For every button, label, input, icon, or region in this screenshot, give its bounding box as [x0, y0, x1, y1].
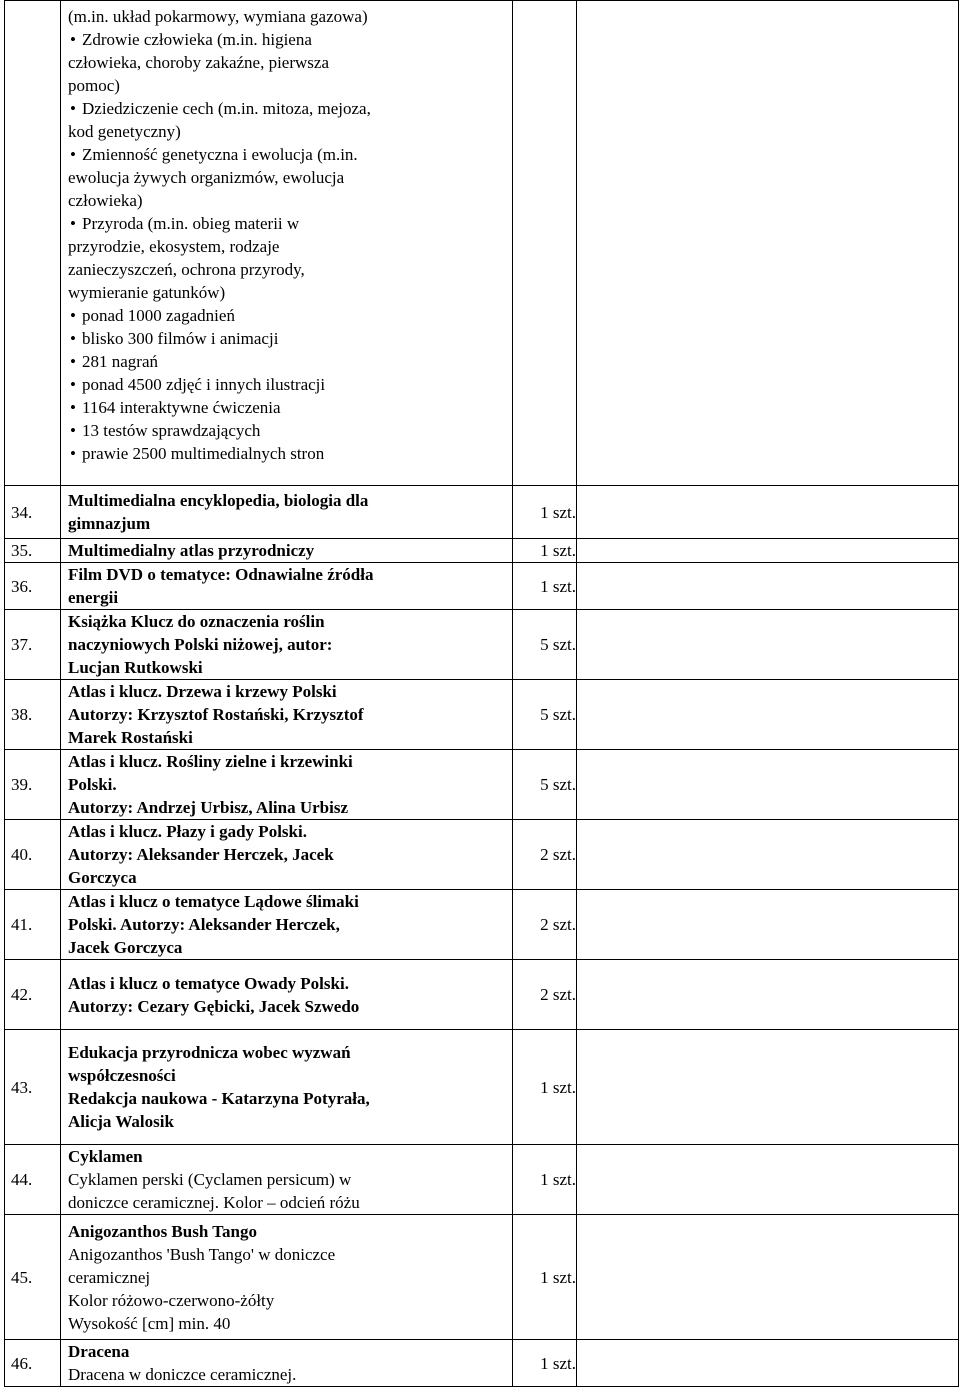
item-description — [61, 1, 513, 486]
empty-cell — [577, 539, 959, 563]
empty-cell — [577, 960, 959, 1030]
item-quantity: 1 szt. — [513, 1030, 577, 1145]
bullet-item: • 281 nagrań — [68, 350, 512, 373]
item-description — [61, 563, 513, 610]
item-description — [61, 680, 513, 750]
description-line: naczyniowych Polski niżowej, autor: — [68, 635, 333, 654]
description-line: Kolor różowo-czerwono-żółty — [68, 1290, 275, 1310]
row-number: 43. — [5, 1030, 61, 1145]
description-line: współczesności — [68, 1066, 176, 1085]
continuation-line: człowieka) — [68, 191, 143, 210]
description-line: Dracena — [68, 1342, 130, 1361]
description-line: Dracena w doniczce ceramicznej. — [68, 1365, 297, 1384]
table-row — [5, 1340, 959, 1387]
description-line: Wysokość [cm] min. 40 — [68, 1313, 231, 1333]
item-description — [61, 539, 513, 563]
continuation-line: (m.in. układ pokarmowy, wymiana gazowa) — [68, 7, 368, 26]
continuation-line: człowieka, choroby zakaźne, pierwsza — [68, 53, 330, 72]
row-number: 35. — [5, 539, 61, 563]
description-line: Alicja Walosik — [68, 1112, 174, 1131]
item-quantity: 1 szt. — [513, 486, 577, 539]
bullet-item: • Przyroda (m.in. obieg materii w — [68, 212, 512, 235]
item-quantity: 1 szt. — [513, 539, 577, 563]
description-line: Redakcja naukowa - Katarzyna Potyrała, — [68, 1089, 370, 1108]
row-number: 45. — [5, 1215, 61, 1340]
item-quantity: 5 szt. — [513, 750, 577, 820]
row-number: 36. — [5, 563, 61, 610]
empty-cell — [577, 563, 959, 610]
continuation-line: pomoc) — [68, 76, 120, 95]
description-line: Film DVD o tematyce: Odnawialne źródła — [68, 565, 374, 584]
bullet-item: • blisko 300 filmów i animacji — [68, 327, 512, 350]
empty-cell — [577, 1340, 959, 1387]
description-line: Cyklamen perski (Cyclamen persicum) w — [68, 1170, 352, 1189]
description-line: Marek Rostański — [68, 728, 193, 747]
description-line: Autorzy: Andrzej Urbisz, Alina Urbisz — [68, 798, 349, 817]
empty-cell — [577, 610, 959, 680]
bullet-item: • Dziedziczenie cech (m.in. mitoza, mejoza, — [68, 97, 512, 120]
description-line: Cyklamen — [68, 1147, 143, 1166]
row-number: 37. — [5, 610, 61, 680]
table-row — [5, 1145, 959, 1215]
description-line: Lucjan Rutkowski — [68, 658, 203, 677]
item-quantity: 1 szt. — [513, 1340, 577, 1387]
item-quantity: 1 szt. — [513, 1215, 577, 1340]
item-description — [61, 750, 513, 820]
table-row — [5, 1215, 959, 1340]
empty-cell — [577, 820, 959, 890]
item-description — [61, 1145, 513, 1215]
item-quantity: 2 szt. — [513, 890, 577, 960]
item-quantity: 5 szt. — [513, 680, 577, 750]
item-quantity — [513, 1, 577, 486]
description-line: Atlas i klucz. Rośliny zielne i krzewinki — [68, 752, 353, 771]
item-quantity: 1 szt. — [513, 1145, 577, 1215]
empty-cell — [577, 1215, 959, 1340]
item-quantity: 1 szt. — [513, 563, 577, 610]
description-line: Anigozanthos 'Bush Tango' w doniczce — [68, 1244, 336, 1264]
empty-cell — [577, 1145, 959, 1215]
empty-cell — [577, 1030, 959, 1145]
table-row — [5, 1, 959, 486]
bullet-item: • ponad 4500 zdjęć i innych ilustracji — [68, 373, 512, 396]
table-row — [5, 820, 959, 890]
description-line: Atlas i klucz o tematyce Lądowe ślimaki — [68, 892, 359, 911]
item-description — [61, 610, 513, 680]
description-line: Multimedialny atlas przyrodniczy — [68, 541, 315, 560]
description-line: Gorczyca — [68, 868, 137, 887]
description-line: gimnazjum — [68, 514, 151, 533]
empty-cell — [577, 680, 959, 750]
row-number: 38. — [5, 680, 61, 750]
description-line: Polski. — [68, 775, 117, 794]
row-number: 41. — [5, 890, 61, 960]
description-line: energii — [68, 588, 119, 607]
description-line: Autorzy: Krzysztof Rostański, Krzysztof — [68, 705, 364, 724]
empty-cell — [577, 890, 959, 960]
table-row — [5, 960, 959, 1030]
row-number — [5, 1, 61, 486]
bullet-item: • ponad 1000 zagadnień — [68, 304, 512, 327]
description-line: doniczce ceramicznej. Kolor – odcień różu — [68, 1193, 360, 1212]
table-row — [5, 750, 959, 820]
continuation-line: przyrodzie, ekosystem, rodzaje — [68, 237, 280, 256]
items-table — [4, 0, 959, 1387]
description-line: Autorzy: Aleksander Herczek, Jacek — [68, 845, 334, 864]
item-description — [61, 960, 513, 1030]
item-quantity: 2 szt. — [513, 960, 577, 1030]
row-number: 44. — [5, 1145, 61, 1215]
row-number: 42. — [5, 960, 61, 1030]
bullet-item: • 13 testów sprawdzających — [68, 419, 512, 442]
table-row — [5, 486, 959, 539]
item-description — [61, 1030, 513, 1145]
table-row — [5, 610, 959, 680]
description-line: Multimedialna encyklopedia, biologia dla — [68, 491, 369, 510]
item-description — [61, 1340, 513, 1387]
item-description — [61, 486, 513, 539]
empty-cell — [577, 750, 959, 820]
row-number: 46. — [5, 1340, 61, 1387]
description-line: Atlas i klucz. Płazy i gady Polski. — [68, 822, 307, 841]
description-line: Edukacja przyrodnicza wobec wyzwań — [68, 1043, 351, 1062]
description-line: Atlas i klucz. Drzewa i krzewy Polski — [68, 682, 337, 701]
bullet-item: • Zdrowie człowieka (m.in. higiena — [68, 28, 512, 51]
bullet-item: • Zmienność genetyczna i ewolucja (m.in. — [68, 143, 512, 166]
bullet-item: • 1164 interaktywne ćwiczenia — [68, 396, 512, 419]
row-number: 40. — [5, 820, 61, 890]
description-line: Jacek Gorczyca — [68, 938, 183, 957]
description-line: Anigozanthos Bush Tango — [68, 1221, 257, 1241]
description-line: Atlas i klucz o tematyce Owady Polski. — [68, 973, 349, 993]
item-description — [61, 890, 513, 960]
continuation-line: kod genetyczny) — [68, 122, 181, 141]
table-row — [5, 1030, 959, 1145]
continuation-line: zanieczyszczeń, ochrona przyrody, — [68, 260, 305, 279]
description-line: ceramicznej — [68, 1267, 151, 1287]
empty-cell — [577, 486, 959, 539]
empty-cell — [577, 1, 959, 486]
item-quantity: 2 szt. — [513, 820, 577, 890]
item-quantity: 5 szt. — [513, 610, 577, 680]
description-line: Autorzy: Cezary Gębicki, Jacek Szwedo — [68, 996, 360, 1016]
item-description — [61, 820, 513, 890]
table-row — [5, 563, 959, 610]
table-row — [5, 539, 959, 563]
description-line: Książka Klucz do oznaczenia roślin — [68, 612, 325, 631]
item-description — [61, 1215, 513, 1340]
continuation-line: wymieranie gatunków) — [68, 283, 226, 302]
table-row — [5, 890, 959, 960]
continuation-line: ewolucja żywych organizmów, ewolucja — [68, 168, 345, 187]
row-number: 34. — [5, 486, 61, 539]
description-line: Polski. Autorzy: Aleksander Herczek, — [68, 915, 340, 934]
bullet-item: • prawie 2500 multimedialnych stron — [68, 442, 512, 465]
row-number: 39. — [5, 750, 61, 820]
table-row — [5, 680, 959, 750]
